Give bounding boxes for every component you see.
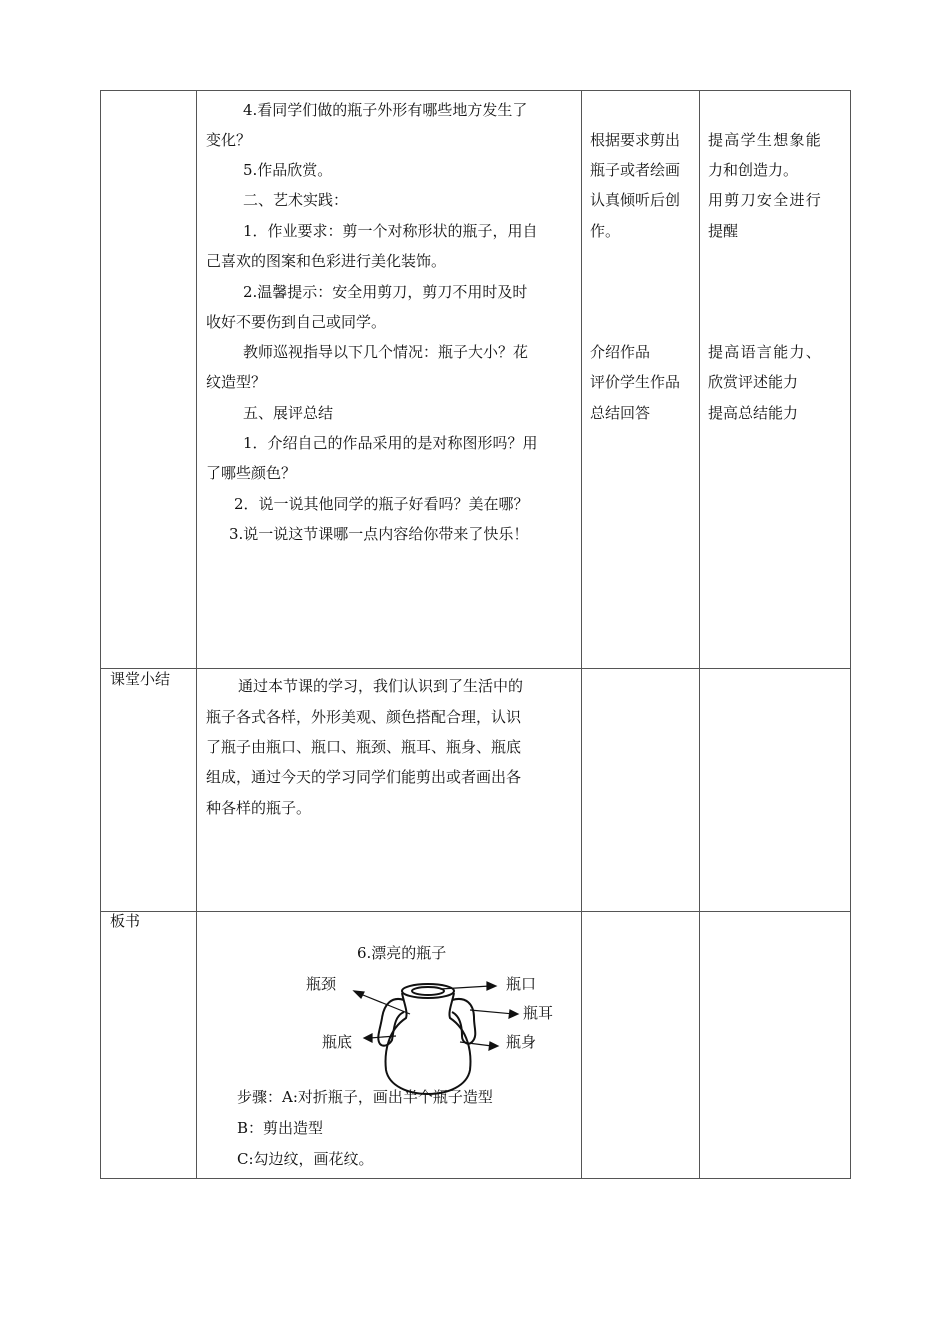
summary-line: 组成，通过今天的学习同学们能剪出或者画出各	[206, 768, 522, 786]
ear-arrowhead	[509, 1010, 518, 1018]
activity-line: 2．说一说其他同学的瓶子好看吗？美在哪？	[234, 495, 529, 513]
vase-body	[386, 993, 471, 1094]
summary-line: 种各样的瓶子。	[206, 799, 312, 817]
summary-line: 通过本节课的学习，我们认识到了生活中的	[238, 677, 524, 695]
activity-line: 1．作业要求：剪一个对称形状的瓶子，用自	[243, 222, 538, 240]
activity-line: 二、艺术实践：	[243, 191, 349, 209]
activity-line: 2.温馨提示：安全用剪刀，剪刀不用时及时	[243, 283, 528, 301]
student-line: 瓶子或者绘画	[590, 161, 681, 179]
intent-line: 提高总结能力	[708, 404, 799, 422]
vase-mouth-inner	[412, 987, 444, 995]
activity-line: 教师巡视指导以下几个情况：瓶子大小？花	[243, 343, 529, 361]
intent-line: 提高学生想象能	[708, 131, 823, 149]
student-line: 根据要求剪出	[590, 131, 681, 149]
activity-line: 收好不要伤到自己或同学。	[206, 313, 387, 331]
step-line: B：剪出造型	[237, 1119, 324, 1137]
intent-line: 提高语言能力、	[708, 343, 823, 361]
intent-line: 力和创造力。	[708, 161, 799, 179]
intent-line: 用剪刀安全进行	[708, 191, 823, 209]
student-line: 评价学生作品	[590, 373, 681, 391]
ear-arrow	[470, 1010, 514, 1014]
summary-line: 瓶子各式各样，外形美观、颜色搭配合理，认识	[206, 708, 522, 726]
label-mouth: 瓶口	[506, 975, 537, 993]
activity-line: 己喜欢的图案和色彩进行美化装饰。	[206, 252, 447, 270]
bottom-arrowhead	[364, 1034, 372, 1042]
intent-line: 提醒	[708, 222, 739, 240]
activity-line: 纹造型？	[206, 373, 267, 391]
student-line: 认真倾听后创	[590, 191, 681, 209]
mouth-arrowhead	[487, 982, 496, 990]
step-line: 步骤：A:对折瓶子，画出半个瓶子造型	[237, 1088, 493, 1106]
body-arrow	[460, 1042, 492, 1046]
board-label: 板书	[110, 912, 141, 930]
board-title: 6.漂亮的瓶子	[357, 944, 447, 962]
activity-line: 3.说一说这节课哪一点内容给你带来了快乐！	[229, 525, 529, 543]
activity-line: 了哪些颜色？	[206, 464, 297, 482]
neck-arrowhead	[354, 991, 364, 998]
activity-line: 五、展评总结	[243, 404, 334, 422]
label-body: 瓶身	[506, 1033, 537, 1051]
intent-line: 欣赏评述能力	[708, 373, 799, 391]
activity-line: 1．介绍自己的作品采用的是对称图形吗？用	[243, 434, 538, 452]
body-arrowhead	[489, 1042, 498, 1050]
student-line: 总结回答	[590, 404, 651, 422]
activity-line: 变化？	[206, 131, 252, 149]
summary-line: 了瓶子由瓶口、瓶口、瓶颈、瓶耳、瓶身、瓶底	[206, 738, 522, 756]
label-ear: 瓶耳	[523, 1004, 554, 1022]
label-neck: 瓶颈	[306, 975, 337, 993]
activity-line: 4.看同学们做的瓶子外形有哪些地方发生了	[243, 101, 528, 119]
activity-line: 5.作品欣赏。	[243, 161, 333, 179]
student-line: 介绍作品	[590, 343, 651, 361]
step-line: C:勾边纹，画花纹。	[237, 1150, 374, 1168]
student-line: 作。	[590, 222, 621, 240]
summary-label: 课堂小结	[110, 670, 171, 688]
label-bottom: 瓶底	[322, 1033, 353, 1051]
